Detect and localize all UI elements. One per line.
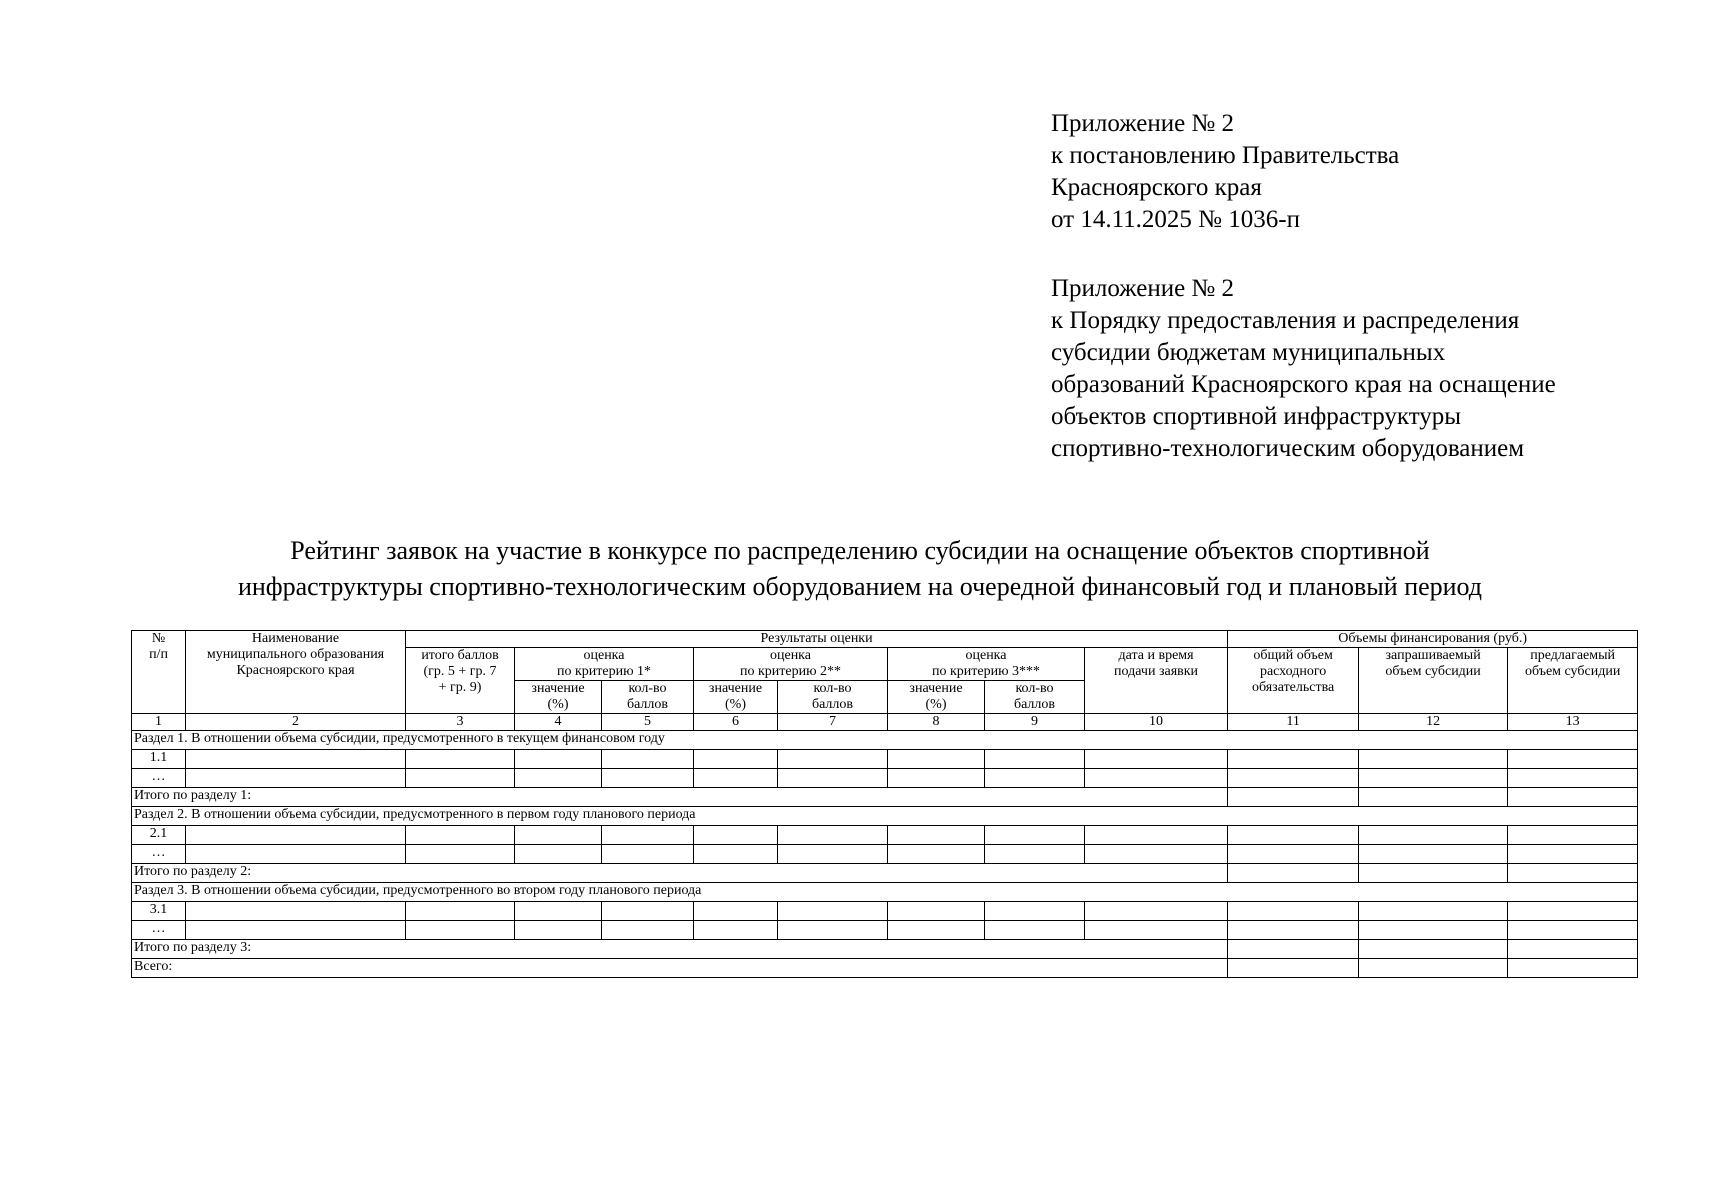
column-number: 8 — [888, 714, 985, 731]
table-row — [132, 845, 1638, 864]
column-number: 9 — [985, 714, 1085, 731]
header-row — [132, 631, 1638, 648]
column-number: 6 — [694, 714, 778, 731]
table-cell — [694, 826, 778, 845]
table-row — [132, 902, 1638, 921]
table-cell — [1085, 750, 1228, 769]
table-cell — [985, 826, 1085, 845]
header-criterion-2: оценка по критерию 2** — [694, 648, 888, 681]
title-line: инфраструктуры спортивно-технологическим оборудованием на очередной финансовый год и плановый период — [237, 572, 1483, 601]
grand-total-label: Всего: — [132, 959, 1228, 978]
header-requested-subsidy: запрашиваемый объем субсидии — [1359, 648, 1508, 714]
header-proposed-subsidy: предлагаемый объем субсидии — [1508, 648, 1638, 714]
header-submission-datetime: дата и время подачи заявки — [1085, 648, 1228, 714]
table-cell — [1085, 921, 1228, 940]
table-cell — [515, 902, 602, 921]
column-number: 13 — [1508, 714, 1638, 731]
table-cell — [1228, 788, 1359, 807]
table-cell — [985, 921, 1085, 940]
grand-total-row — [132, 959, 1638, 978]
table-cell — [1085, 769, 1228, 788]
table-cell — [1508, 864, 1638, 883]
table-cell — [406, 826, 515, 845]
table-cell — [1228, 921, 1359, 940]
table-cell — [602, 845, 694, 864]
header-points-count: кол-во баллов — [778, 681, 888, 714]
table-cell — [1085, 902, 1228, 921]
table-cell — [602, 769, 694, 788]
table-cell — [1228, 864, 1359, 883]
table-cell — [888, 826, 985, 845]
column-number: 12 — [1359, 714, 1508, 731]
header-value-pct: значение (%) — [515, 681, 602, 714]
column-number-row — [132, 714, 1638, 731]
appendix-line: от 14.11.2025 № 1036-п — [1051, 206, 1300, 233]
header-value-pct: значение (%) — [888, 681, 985, 714]
table-cell — [515, 845, 602, 864]
row-number: 1.1 — [132, 750, 186, 769]
table-cell — [1508, 788, 1638, 807]
appendix-line: к постановлению Правительства — [1051, 142, 1400, 169]
table-cell — [1359, 826, 1508, 845]
table-cell — [186, 826, 406, 845]
section-total-row — [132, 864, 1638, 883]
table-cell — [1508, 750, 1638, 769]
table-cell — [515, 826, 602, 845]
table-cell — [778, 769, 888, 788]
header-municipality: Наименование муниципального образования Красноярского края — [186, 631, 406, 714]
table-cell — [694, 902, 778, 921]
table-cell — [406, 845, 515, 864]
table-cell — [1228, 750, 1359, 769]
table-cell — [694, 921, 778, 940]
title-line: Рейтинг заявок на участие в конкурсе по распределению субсидии на оснащение объектов спортивной — [290, 536, 1430, 565]
header-funding-group: Объемы финансирования (руб.) — [1228, 631, 1638, 648]
table-cell — [778, 845, 888, 864]
table-cell — [602, 750, 694, 769]
section-heading-row — [132, 883, 1638, 902]
table-cell — [1359, 959, 1508, 978]
table-cell — [1228, 940, 1359, 959]
row-number: … — [132, 921, 186, 940]
table-cell — [515, 921, 602, 940]
section-total-row — [132, 940, 1638, 959]
table-cell — [694, 845, 778, 864]
table-cell — [602, 921, 694, 940]
header-total-points: итого баллов (гр. 5 + гр. 7 + гр. 9) — [406, 648, 515, 714]
section-heading: Раздел 3. В отношении объема субсидии, предусмотренного во втором году планового периода — [132, 883, 1638, 902]
table-cell — [778, 902, 888, 921]
appendix-line: Красноярского края — [1051, 174, 1262, 201]
table-cell — [1359, 864, 1508, 883]
appendix-procedure — [1051, 273, 1556, 465]
row-number: … — [132, 769, 186, 788]
appendix-line: Приложение № 2 — [1051, 275, 1235, 302]
table-cell — [1508, 845, 1638, 864]
section-heading-row — [132, 807, 1638, 826]
table-cell — [1085, 826, 1228, 845]
table-cell — [888, 845, 985, 864]
table-cell — [186, 921, 406, 940]
table-cell — [515, 769, 602, 788]
table-cell — [985, 902, 1085, 921]
table-cell — [515, 750, 602, 769]
table-cell — [888, 921, 985, 940]
table-cell — [1508, 940, 1638, 959]
table-cell — [406, 902, 515, 921]
table-cell — [778, 826, 888, 845]
appendix-line: к Порядку предоставления и распределения — [1051, 307, 1520, 334]
section-heading: Раздел 2. В отношении объема субсидии, предусмотренного в первом году планового периода — [132, 807, 1638, 826]
table-cell — [888, 769, 985, 788]
header-points-count: кол-во баллов — [985, 681, 1085, 714]
table-cell — [406, 750, 515, 769]
table-cell — [406, 921, 515, 940]
table-cell — [1359, 788, 1508, 807]
table-cell — [1228, 769, 1359, 788]
column-number: 1 — [132, 714, 186, 731]
row-number: 3.1 — [132, 902, 186, 921]
document-title — [0, 533, 1720, 605]
table-row — [132, 921, 1638, 940]
table-cell — [694, 750, 778, 769]
table-cell — [694, 769, 778, 788]
rating-table — [131, 630, 1638, 978]
column-number: 11 — [1228, 714, 1359, 731]
header-criterion-1: оценка по критерию 1* — [515, 648, 694, 681]
header-points-count: кол-во баллов — [602, 681, 694, 714]
table-cell — [888, 902, 985, 921]
section-heading-row — [132, 731, 1638, 750]
table-cell — [1228, 902, 1359, 921]
appendix-line: субсидии бюджетам муниципальных — [1051, 339, 1446, 366]
table-cell — [1359, 750, 1508, 769]
table-cell — [1508, 769, 1638, 788]
table-cell — [985, 750, 1085, 769]
table-row — [132, 826, 1638, 845]
table-cell — [1508, 902, 1638, 921]
section-total-label: Итого по разделу 2: — [132, 864, 1228, 883]
appendix-line: образований Красноярского края на оснащение — [1051, 371, 1556, 398]
table-cell — [1508, 826, 1638, 845]
column-number: 2 — [186, 714, 406, 731]
table-cell — [186, 769, 406, 788]
table-cell — [1359, 940, 1508, 959]
table-cell — [186, 750, 406, 769]
table-cell — [186, 845, 406, 864]
header-total-obligation: общий объем расходного обязательства — [1228, 648, 1359, 714]
column-number: 10 — [1085, 714, 1228, 731]
table-cell — [1085, 845, 1228, 864]
section-heading: Раздел 1. В отношении объема субсидии, предусмотренного в текущем финансовом году — [132, 731, 1638, 750]
table-cell — [888, 750, 985, 769]
table-cell — [1228, 845, 1359, 864]
table-cell — [1359, 769, 1508, 788]
appendix-line: спортивно-технологическим оборудованием — [1051, 435, 1525, 462]
table-cell — [406, 769, 515, 788]
column-number: 3 — [406, 714, 515, 731]
table-cell — [985, 845, 1085, 864]
header-value-pct: значение (%) — [694, 681, 778, 714]
section-total-label: Итого по разделу 3: — [132, 940, 1228, 959]
table-cell — [1508, 959, 1638, 978]
row-number: 2.1 — [132, 826, 186, 845]
table-cell — [1359, 845, 1508, 864]
table-cell — [778, 750, 888, 769]
table-cell — [778, 921, 888, 940]
header-criterion-3: оценка по критерию 3*** — [888, 648, 1085, 681]
table-cell — [1228, 959, 1359, 978]
table-row — [132, 769, 1638, 788]
table-cell — [985, 769, 1085, 788]
column-number: 4 — [515, 714, 602, 731]
table-cell — [1359, 921, 1508, 940]
column-number: 7 — [778, 714, 888, 731]
header-number: № п/п — [132, 631, 186, 714]
table-cell — [602, 902, 694, 921]
table-cell — [186, 902, 406, 921]
table-cell — [602, 826, 694, 845]
appendix-line: Приложение № 2 — [1051, 110, 1235, 137]
appendix-line: объектов спортивной инфраструктуры — [1051, 403, 1462, 430]
row-number: … — [132, 845, 186, 864]
header-results-group: Результаты оценки — [406, 631, 1228, 648]
column-number: 5 — [602, 714, 694, 731]
section-total-row — [132, 788, 1638, 807]
section-total-label: Итого по разделу 1: — [132, 788, 1228, 807]
appendix-government-decree — [1051, 108, 1399, 236]
table-row — [132, 750, 1638, 769]
table-cell — [1359, 902, 1508, 921]
table-cell — [1508, 921, 1638, 940]
table-cell — [1228, 826, 1359, 845]
